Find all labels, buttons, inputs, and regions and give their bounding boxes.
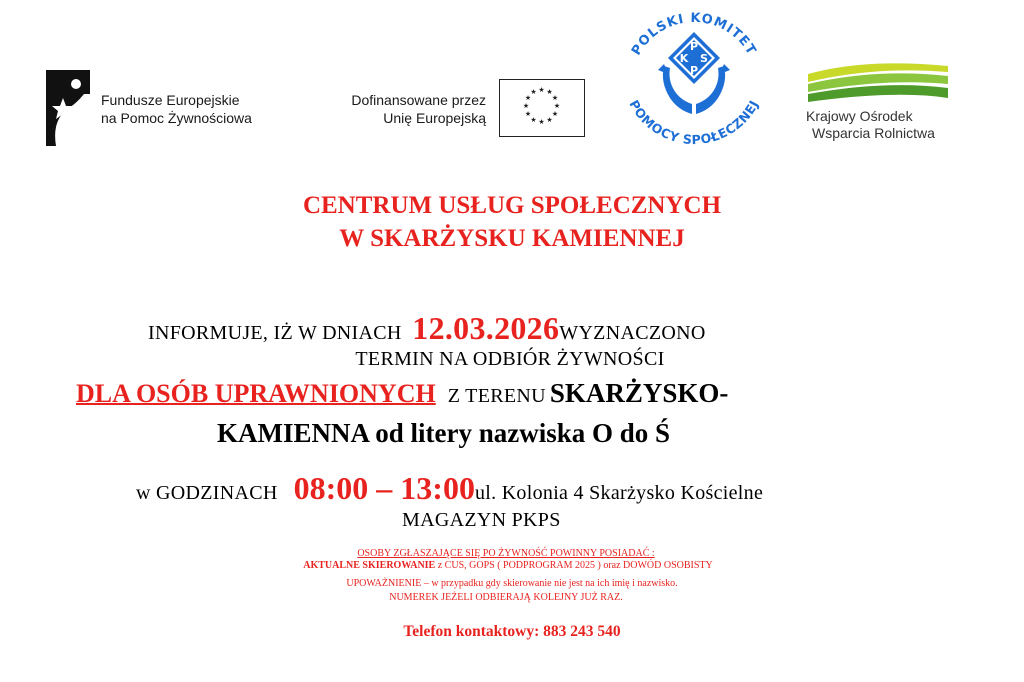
pkps-top-text: POLSKI KOMITET <box>629 10 759 59</box>
pkps-bottom-text: POMOCY SPOŁECZNEJ <box>626 97 762 148</box>
notice-line5 <box>136 470 763 507</box>
address: ul. Kolonia 4 Skarżysko Kościelne <box>474 482 764 504</box>
notice-assigned: WYZNACZONO <box>559 322 706 344</box>
requirement-line2 <box>0 560 1020 572</box>
kowr-logo <box>806 60 951 104</box>
notice-line3 <box>76 378 728 409</box>
pkps-letter-top: P <box>689 40 699 53</box>
referral-label: AKTUALNE SKIEROWANIE <box>303 560 436 571</box>
distribution-hours: 08:00 – 13:00 <box>293 470 475 506</box>
requirement-line3: UPOWAŻNIENIE – w przypadku gdy skierowanie nie jest na ich imię i nazwisko. <box>346 578 678 589</box>
cofinance-line1: Dofinansowane przez <box>351 92 486 108</box>
cofinance-line2: Unię Europejską <box>383 110 486 126</box>
svg-text:★: ★ <box>530 116 537 124</box>
svg-text:★: ★ <box>551 110 559 118</box>
fe-line1: Fundusze Europejskie <box>101 92 240 108</box>
kowr-fields-icon <box>806 60 951 104</box>
contact-phone: Telefon kontaktowy: 883 243 540 <box>403 623 621 640</box>
referral-details: z CUS, GOPS ( PODPROGRAM 2025 ) oraz DOWÓD OSOBISTY <box>437 560 713 571</box>
pkps-letter-left: K <box>679 52 689 65</box>
pkps-letter-right: S <box>700 52 708 65</box>
notice-line1 <box>148 310 706 347</box>
distribution-date: 12.03.2026 <box>412 310 560 346</box>
fe-line2: na Pomoc Żywnościowa <box>101 110 252 126</box>
requirement-line1 <box>0 548 1018 560</box>
notice-intro: INFORMUJE, IŻ W DNIACH <box>148 322 402 344</box>
svg-text:★: ★ <box>546 116 553 124</box>
eligible-persons: DLA OSÓB UPRAWNIONYCH <box>76 379 436 408</box>
svg-text:★: ★ <box>538 118 545 126</box>
svg-text:★: ★ <box>551 94 559 102</box>
requirement-line4: NUMEREK JEŻELI ODBIERAJĄ KOLEJNY JUŻ RAZ. <box>389 592 623 603</box>
pkps-logo <box>612 4 776 154</box>
eu-stars-icon <box>500 80 583 135</box>
kowr-line2: Wsparcia Rolnictwa <box>812 125 935 141</box>
hours-intro: w GODZINACH <box>136 482 278 504</box>
svg-text:★: ★ <box>522 102 530 110</box>
requirement-heading: OSOBY ZGŁASZAJĄCE SIĘ PO ŻYWNOŚĆ POWINNY POSIADAĆ : <box>357 548 655 559</box>
eu-flag <box>499 79 585 137</box>
kowr-line1: Krajowy Ośrodek <box>806 108 913 124</box>
svg-text:★: ★ <box>524 110 532 118</box>
area-intro: Z TERENU <box>447 385 546 407</box>
svg-text:★: ★ <box>524 94 532 102</box>
svg-text:★: ★ <box>538 86 545 94</box>
svg-text:POMOCY SPOŁECZNEJ <box>626 97 761 147</box>
heading-line2: W SKARŻYSKU KAMIENNEJ <box>339 225 685 252</box>
pkps-letter-bottom: P <box>689 64 699 77</box>
area-name: SKARŻYSKO- <box>549 378 729 408</box>
fe-emblem-icon <box>46 70 90 146</box>
notice-line6: MAGAZYN PKPS <box>402 509 561 531</box>
notice-line4: KAMIENNA od litery nazwiska O do Ś <box>217 418 671 448</box>
svg-text:★: ★ <box>553 102 561 110</box>
notice-line2: TERMIN NA ODBIÓR ŻYWNOŚCI <box>355 348 665 370</box>
heading-line1: CENTRUM USŁUG SPOŁECZNYCH <box>302 192 722 219</box>
svg-text:★: ★ <box>530 88 537 96</box>
svg-text:★: ★ <box>546 88 553 96</box>
fe-logo <box>46 70 90 146</box>
pkps-emblem-icon <box>612 4 776 154</box>
